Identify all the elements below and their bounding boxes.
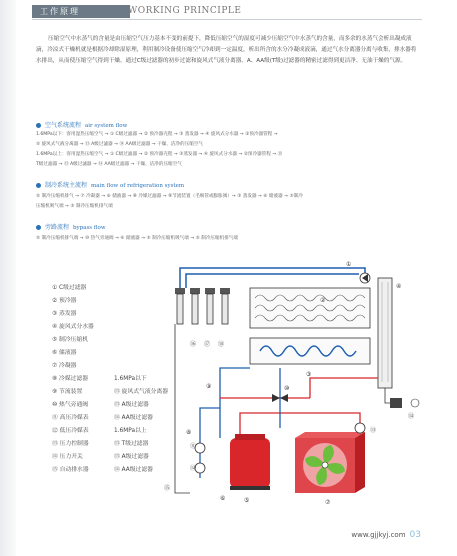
refrig-flow-line: ⑤ 制冷压缩机排气 → ⑦ 冷凝器 → ⑥ 储液器 → ⑧ 冷媒过滤器 → ⑨节流装置（毛细管或膨胀阀）→ ③ 蒸发器 → ⑥ 储液器 → ⑤制冷 [36,194,303,199]
label-6: ⑥ [220,495,226,502]
refrig-flow-line: 压缩机吸气端 → ⑤ 制冷压缩机排气端 [36,204,113,209]
label-10: ⑩ [284,385,290,392]
label-5: ⑤ [244,497,250,504]
section-bypass-title-cn: 旁路流程 [45,224,70,231]
legend-item: ② 预冷器 [52,298,77,304]
label-15: ⑮ [164,485,171,492]
label-18: ⑱ [218,341,225,348]
label-2: ② [320,297,326,304]
legend-item: ⑬ A级过滤器 [114,454,149,460]
air-flow-line: T级过滤器 → ⑬ A级过滤器 → ⑭ AA级过滤器 → 干燥、洁净的压缩空气 [36,162,182,167]
air-pipe-top [180,268,365,288]
heat-exchanger [250,288,370,328]
legend-item: ⑧ 冷媒过滤器 [52,376,89,382]
section-air-title-en: air system flow [85,123,128,129]
legend-item: ⑬ 压力控制器 [52,441,89,447]
label-3: ③ [306,371,312,378]
section-header [32,5,422,20]
legend-item: ① C级过滤器 [52,285,87,291]
legend-item: ⑬ A级过滤器 [114,402,149,408]
label-8: ⑧ [186,429,192,436]
legend-item: ⑥ 储液器 [52,350,77,356]
air-flow-line: 1.6MPa以上：客用湿热压缩空气 → ① C级过滤器 → ② 预冷器壳程 → ③蒸发器 → ④ 旋风式分水器 → ②预冷器管程 → ⑬ [36,152,283,157]
air-flow-line: 1.6MPa以下：客用湿热压缩空气 → ① C级过滤器 → ② 预冷器壳程 → ③ 蒸发器 → ④ 旋风式分水器 → ②预冷器管程 → [36,132,278,137]
label-7: ⑦ [325,499,331,506]
legend-item: ④ 旋风式分水器 [52,324,94,330]
bullet-icon [36,183,41,188]
label-13: ⑬ [370,427,377,434]
legend-item: 1.6MPa以下 [114,376,147,382]
section-refrig-title-en: main flow of refrigeration system [91,183,185,189]
filter-group [175,288,230,324]
footer [351,530,421,540]
legend-item: ⑦ 冷凝器 [52,363,77,369]
label-16: ⑯ [190,341,197,348]
legend-item: ⑭ AA级过滤器 [114,467,153,473]
compressor [230,434,270,490]
header-title-cn: 工作原理 [32,5,130,18]
legend-item: ⑤ 制冷压缩机 [52,337,89,343]
intro-paragraph: 压缩空气中水蒸气的含量是由压缩空气压力基本不变的前提下，降低压缩空气的湿度可减少压缩空气中水蒸气的含量，而多余的水蒸气会析出凝成液滴，冷凉式干燥机就是根据冷却除湿原理，利用制冷设备使压缩空气冷却到一定温度，析出所含的水分冷凝成液滴，通过气水分离器分离与收集，排水器将水排出，从而使压缩空气得到干燥。通过C级过滤器的初步过滤和旋风式气液分离器、A、AA级(T级)过滤器的精密过滤得到更洁净、无油干燥的气源。 [36,36,417,64]
section-air-title-cn: 空气系统流程 [45,122,82,129]
auto-drain-icon [390,398,419,408]
bullet-icon [36,225,41,230]
page-number: 03 [409,530,421,540]
section-refrig-title-cn: 制冷系统主流程 [45,182,88,189]
section-bypass-title [36,222,106,231]
legend-item: ③ 蒸发器 [52,311,77,317]
page-edge [0,0,16,556]
bullet-icon [36,123,41,128]
evaporator-coil [250,338,370,364]
condenser-fan-icon [295,432,365,493]
label-12: ⑫ [190,465,197,472]
air-flow-line: ⑤ 旋风式气液分离器 → ⑬ A级过滤器 → ⑭ AA级过滤器 → 干燥、洁净的压缩空气 [36,142,203,147]
legend-item: ⑬ T级过滤器 [114,441,149,447]
section-air-title [36,120,127,129]
footer-url[interactable]: www.gjjkyj.com [351,531,406,539]
label-17: ⑰ [204,341,211,348]
separator [378,278,392,388]
legend-item: ⑮ 自动排水器 [52,467,89,473]
label-9: ⑨ [206,383,212,390]
label-1: ① [346,261,352,268]
legend-item: ⑫ 低压冷媒表 [52,428,89,434]
section-refrig-title [36,180,184,189]
legend-item: ⑨ 节流装置 [52,389,83,395]
legend-item: ⑭ AA级过滤器 [114,415,153,421]
label-11: ⑪ [190,443,197,450]
legend-item: ⑩ 热气旁通阀 [52,402,89,408]
label-4: ④ [396,283,402,290]
bypass-flow-line: ⑤ 制冷压缩机排气端 → ⑩ 热气旁通阀 → ⑥ 储液器 → ⑤ 制冷压缩机吸气端 → ⑤ 制冷压缩机排气端 [36,236,238,241]
legend-item: ⑪ 高压冷媒表 [52,415,89,421]
legend-item: 1.6MPa以上 [114,428,147,434]
header-title-en: WORKING PRINCIPLE [128,6,242,16]
section-bypass-title-en: bypass flow [73,225,106,231]
legend-item: ⑬ 旋风式气液分离器 [114,389,169,395]
legend-item: ⑭ 压力开关 [52,454,83,460]
label-14: ⑭ [408,413,415,420]
outlet-valve-icon [360,273,370,283]
system-schematic [160,258,420,508]
